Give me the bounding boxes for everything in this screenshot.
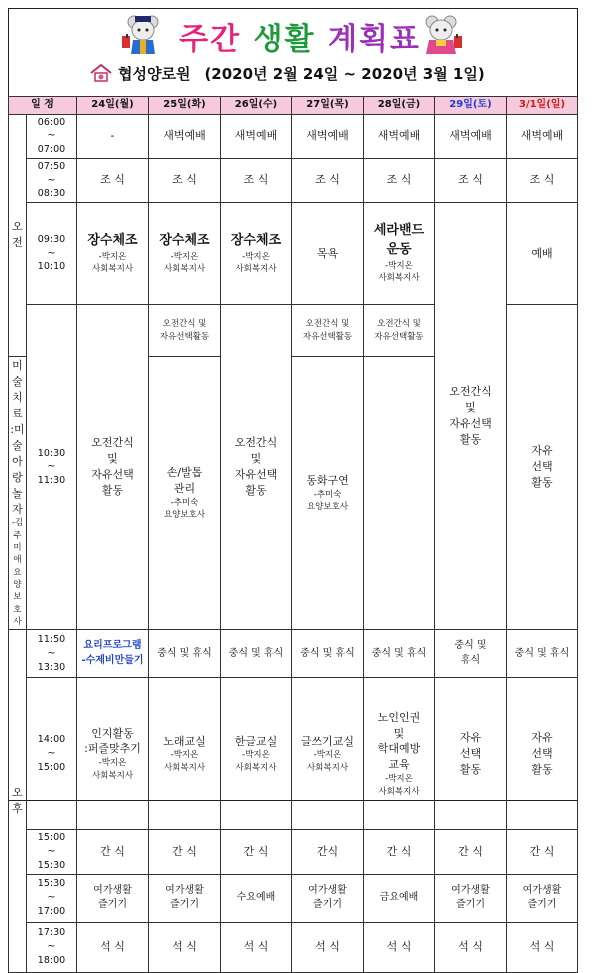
date-range: (2020년 2월 24일 ~ 2020년 3월 1일) <box>204 64 485 83</box>
weekly-schedule-table <box>8 96 578 973</box>
header-label: 일 정 <box>9 97 77 115</box>
page-title <box>0 14 600 58</box>
house-logo-icon <box>90 63 112 83</box>
cell-mon-1730: 석 식 <box>77 922 149 972</box>
title-word-3: 계획표 <box>327 22 421 57</box>
cell-tue-1150: 중식 및 휴식 <box>149 630 221 678</box>
cell-sun-0930: 예배 <box>507 203 578 305</box>
cell-tue-1730: 석 식 <box>149 922 221 972</box>
time-slot-1500: 15:00 ~ 15:30 <box>27 830 77 874</box>
day-header-thu: 27일(목) <box>292 97 364 115</box>
cell-thu-1030-bottom: 손/발톱 관리 -추미숙 요양보호사 <box>149 357 221 630</box>
cell-sat-1530: 여가생활 즐기기 <box>435 874 507 922</box>
time-slot-1400: 14:00 ~ 15:00 <box>27 678 77 830</box>
cell-fri-1150: 중식 및 휴식 <box>364 630 435 678</box>
row-1150 <box>9 630 578 678</box>
cell-sun-1530: 여가생활 즐기기 <box>507 874 578 922</box>
cell-sat-0930: 오전간식 및 자유선택 활동 <box>435 203 507 630</box>
row-1730 <box>9 922 578 972</box>
cell-tue-0750: 조 식 <box>149 158 221 202</box>
cell-thu-1530: 여가생활 즐기기 <box>292 874 364 922</box>
time-slot-1730: 17:30 ~ 18:00 <box>27 922 77 972</box>
title-word-1: 주간 <box>179 22 242 57</box>
cell-tue-1400: 노래교실 -박지온 사회복지사 <box>149 678 221 830</box>
day-header-mon: 24일(월) <box>77 97 149 115</box>
cell-fri-0930: 세라밴드 운동 -박지온 사회복지사 <box>364 203 435 305</box>
cell-sun-0600: 새벽예배 <box>507 114 578 158</box>
cell-wed-1400: 한글교실 -박지온 사회복지사 <box>221 678 292 830</box>
cell-mon-1030: 오전간식 및 자유선택 활동 <box>77 305 149 630</box>
cell-wed-0600: 새벽예배 <box>221 114 292 158</box>
time-slot-1530: 15:30 ~ 17:00 <box>27 874 77 922</box>
cell-sat-1730: 석 식 <box>435 922 507 972</box>
cell-thu-1400: 글쓰기교실 -박지온 사회복지사 <box>292 678 364 830</box>
header-row <box>9 97 578 115</box>
cell-mon-0930: 장수체조 -박지온 사회복지사 <box>77 203 149 305</box>
cell-sun-1400: 자유 선택 활동 <box>507 678 578 830</box>
cell-wed-0750: 조 식 <box>221 158 292 202</box>
cell-wed-0930: 장수체조 -박지온 사회복지사 <box>221 203 292 305</box>
cell-tue-1500: 간 식 <box>149 830 221 874</box>
period-am: 오전 <box>9 114 27 357</box>
cell-mon-1530: 여가생활 즐기기 <box>77 874 149 922</box>
cell-thu-0930: 목욕 <box>292 203 364 305</box>
cell-tue-1530: 여가생활 즐기기 <box>149 874 221 922</box>
cell-sun-1030: 자유 선택 활동 <box>507 305 578 630</box>
cell-fri-0600: 새벽예배 <box>364 114 435 158</box>
cell-fri-1400: 노인인권 및 학대예방 교육 -박지온 사회복지사 <box>364 678 435 830</box>
cell-sun-1730: 석 식 <box>507 922 578 972</box>
time-slot-1030: 10:30 ~ 11:30 <box>27 305 77 630</box>
cell-wed-1530: 수요예배 <box>221 874 292 922</box>
row-0930 <box>9 203 578 305</box>
row-0750 <box>9 158 578 202</box>
cell-sun-1150: 중식 및 휴식 <box>507 630 578 678</box>
cell-mon-0750: 조 식 <box>77 158 149 202</box>
cell-sat-1500: 간 식 <box>435 830 507 874</box>
cell-thu-1150: 중식 및 휴식 <box>292 630 364 678</box>
time-slot-0930: 09:30 ~ 10:10 <box>27 203 77 305</box>
cell-thu-0750: 조 식 <box>292 158 364 202</box>
cell-sun-0750: 조 식 <box>507 158 578 202</box>
cell-mon-1150: 요리프로그램 -수제비만들기 <box>77 630 149 678</box>
row-0600 <box>9 114 578 158</box>
time-slot-0600: 06:00 ~ 07:00 <box>27 114 77 158</box>
cell-sat-0600: 새벽예배 <box>435 114 507 158</box>
cell-thu-1030-top: 오전간식 및 자유선택활동 <box>292 305 364 357</box>
cell-thu-1730: 석 식 <box>292 922 364 972</box>
day-header-tue: 25일(화) <box>149 97 221 115</box>
org-name: 협성양로원 <box>118 64 191 83</box>
day-header-fri: 28일(금) <box>364 97 435 115</box>
cell-sat-1400: 자유 선택 활동 <box>435 678 507 830</box>
cell-wed-1030: 오전간식 및 자유선택 활동 <box>221 305 292 630</box>
cell-fri-1530: 금요예배 <box>364 874 435 922</box>
cell-thu-1500: 간식 <box>292 830 364 874</box>
cell-wed-1730: 석 식 <box>221 922 292 972</box>
cell-fri-1730: 석 식 <box>364 922 435 972</box>
time-slot-0750: 07:50 ~ 08:30 <box>27 158 77 202</box>
title-word-2: 생활 <box>253 22 316 57</box>
time-slot-1150: 11:50 ~ 13:30 <box>27 630 77 678</box>
day-header-sat: 29일(토) <box>435 97 507 115</box>
cell-fri-1500: 간 식 <box>364 830 435 874</box>
subtitle <box>90 62 570 84</box>
cell-tue-1030-bottom: 미술치료 :미술아랑 놀자 -김주미애 요양보호사 <box>9 357 27 630</box>
cell-mon-1500: 간 식 <box>77 830 149 874</box>
row-1530 <box>9 874 578 922</box>
cell-sat-1150: 중식 및 휴식 <box>435 630 507 678</box>
cell-tue-1030-top: 오전간식 및 자유선택활동 <box>149 305 221 357</box>
cell-mon-0600: - <box>77 114 149 158</box>
period-pm: 오후 <box>9 630 27 972</box>
cell-mon-1400: 인지활동 :퍼즐맞추기 -박지온 사회복지사 <box>77 678 149 830</box>
row-1400 <box>9 678 578 830</box>
cell-fri-0750: 조 식 <box>364 158 435 202</box>
cell-fri-1030-bottom: 동화구연 -추미숙 요양보호사 <box>292 357 364 630</box>
day-header-wed: 26일(수) <box>221 97 292 115</box>
cell-fri-1030-top: 오전간식 및 자유선택활동 <box>364 305 435 357</box>
cell-sun-1500: 간 식 <box>507 830 578 874</box>
cell-wed-1500: 간 식 <box>221 830 292 874</box>
cell-wed-1150: 중식 및 휴식 <box>221 630 292 678</box>
cell-sat-0750: 조 식 <box>435 158 507 202</box>
row-1500 <box>9 830 578 874</box>
day-header-sun: 3/1일(일) <box>507 97 578 115</box>
cell-tue-0930: 장수체조 -박지온 사회복지사 <box>149 203 221 305</box>
cell-tue-0600: 새벽예배 <box>149 114 221 158</box>
cell-thu-0600: 새벽예배 <box>292 114 364 158</box>
